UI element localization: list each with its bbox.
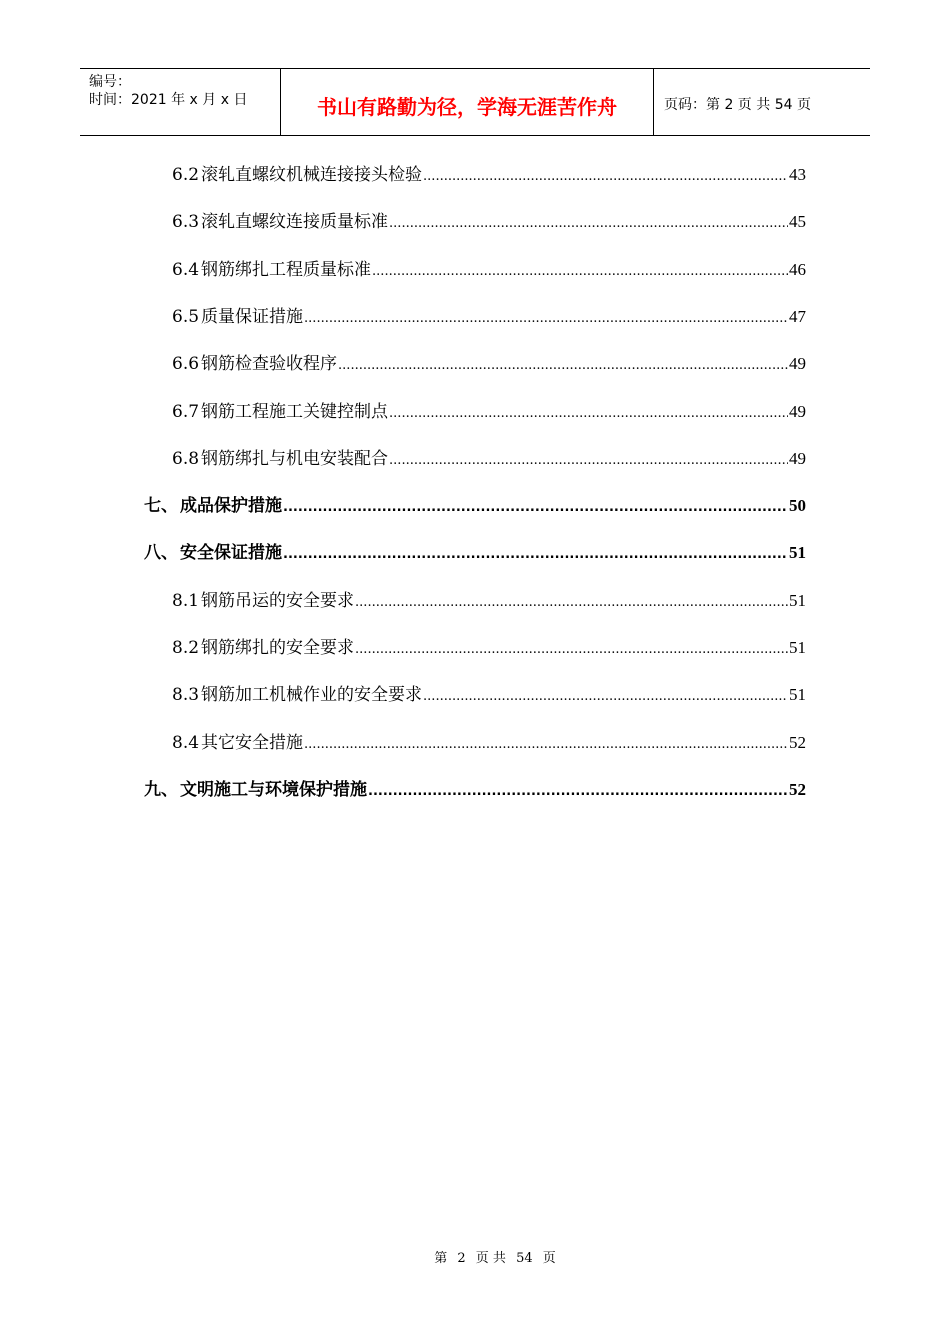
- toc-entry-number: 七、: [144, 496, 178, 517]
- toc-entry[interactable]: [172, 444, 806, 469]
- toc-entry[interactable]: [172, 160, 806, 185]
- toc-entry-number: 6.7: [172, 401, 200, 422]
- footer-total-pages: 54: [516, 1251, 533, 1266]
- toc-entry-page: 47: [789, 306, 806, 326]
- header-time-label: 时间：2021 年 x 月 x 日: [89, 92, 248, 108]
- toc-entry-number: 八、: [144, 543, 178, 564]
- toc-entry-page: 51: [789, 543, 806, 563]
- toc-entry-number: 6.8: [172, 448, 200, 469]
- toc-entry-title: 其它安全措施: [201, 732, 304, 753]
- toc-entry[interactable]: [172, 302, 806, 327]
- header-page-info: 页码：第 2 页 共 54 页: [664, 97, 811, 113]
- toc-entry-title: 钢筋工程施工关键控制点: [201, 401, 389, 422]
- toc-dot-leader: [283, 543, 788, 563]
- toc-entry-page: 49: [789, 448, 806, 468]
- toc-entry-number: 6.3: [172, 212, 200, 233]
- toc-dot-leader: [389, 449, 788, 469]
- toc-entry-page: 51: [789, 638, 806, 657]
- toc-entry-number: 8.3: [172, 685, 200, 706]
- toc-entry[interactable]: [172, 207, 806, 232]
- toc-dot-leader: [304, 307, 788, 327]
- toc-entry-page: 51: [789, 590, 806, 610]
- toc-entry-title: 钢筋绑扎的安全要求: [201, 638, 355, 658]
- toc-entry-title: 滚轧直螺纹机械连接接头检验: [201, 165, 423, 185]
- toc-entry-title: 文明施工与环境保护措施: [180, 779, 367, 800]
- page-header: [80, 68, 870, 136]
- toc-entry-page: 52: [789, 779, 806, 799]
- footer-current-page: 2: [457, 1251, 466, 1266]
- header-motto-cell: [281, 69, 654, 135]
- toc-entry-title: 成品保护措施: [180, 496, 282, 517]
- toc-entry-page: 49: [789, 354, 806, 374]
- toc-dot-leader: [389, 402, 788, 422]
- toc-entry[interactable]: [172, 680, 806, 705]
- toc-dot-leader: [283, 496, 788, 516]
- toc-dot-leader: [338, 354, 788, 374]
- toc-entry-page: 52: [789, 732, 806, 752]
- toc-entry-page: 43: [789, 165, 806, 184]
- toc-entry-title: 滚轧直螺纹连接质量标准: [201, 212, 389, 233]
- footer-suffix: 页: [542, 1251, 556, 1266]
- toc-entry-page: 49: [789, 401, 806, 421]
- footer-mid: 页 共: [475, 1251, 506, 1266]
- toc-dot-leader: [372, 260, 788, 280]
- toc-entry[interactable]: [144, 538, 806, 563]
- toc-entry-title: 钢筋绑扎与机电安装配合: [201, 448, 389, 469]
- toc-entry-number: 6.2: [172, 165, 200, 185]
- header-number-label: 编号：: [89, 74, 131, 90]
- toc-dot-leader: [304, 733, 788, 753]
- page-footer: [0, 1247, 950, 1266]
- header-meta-cell: [80, 69, 281, 135]
- toc-dot-leader: [355, 638, 788, 658]
- toc-entry-number: 8.4: [172, 732, 200, 753]
- toc-entry[interactable]: [172, 255, 806, 280]
- toc-entry-page: 50: [789, 496, 806, 516]
- toc-dot-leader: [423, 685, 788, 705]
- toc-entry-title: 钢筋检查验收程序: [201, 354, 338, 375]
- toc-entry-title: 钢筋加工机械作业的安全要求: [201, 685, 423, 706]
- header-motto: 书山有路勤为径，学海无涯苦作舟: [317, 94, 617, 119]
- toc-entry[interactable]: [172, 349, 806, 374]
- toc-entry-page: 51: [789, 685, 806, 705]
- toc-dot-leader: [389, 212, 788, 232]
- toc-dot-leader: [355, 591, 788, 611]
- toc-entry-number: 九、: [144, 779, 178, 800]
- toc-entry[interactable]: [172, 728, 806, 753]
- toc-entry-number: 6.5: [172, 306, 200, 327]
- toc-entry-page: 45: [789, 212, 806, 232]
- footer-prefix: 第: [434, 1251, 448, 1266]
- toc-entry-number: 6.6: [172, 354, 200, 375]
- toc-entry-number: 8.1: [172, 590, 200, 611]
- toc-dot-leader: [423, 165, 788, 185]
- toc-entry[interactable]: [144, 775, 806, 800]
- toc-entry-title: 质量保证措施: [201, 306, 304, 327]
- toc-entry[interactable]: [172, 586, 806, 611]
- toc-entry[interactable]: [172, 397, 806, 422]
- toc-entry[interactable]: [172, 633, 806, 658]
- toc-entry[interactable]: [144, 491, 806, 516]
- toc-entry-page: 46: [789, 259, 806, 279]
- toc-entry-title: 钢筋绑扎工程质量标准: [201, 259, 372, 280]
- toc-entry-number: 8.2: [172, 638, 200, 658]
- toc-dot-leader: [368, 780, 788, 800]
- toc-entry-title: 钢筋吊运的安全要求: [201, 590, 355, 611]
- header-page-cell: [654, 69, 870, 135]
- toc-entry-number: 6.4: [172, 259, 200, 280]
- toc-entry-title: 安全保证措施: [180, 543, 282, 564]
